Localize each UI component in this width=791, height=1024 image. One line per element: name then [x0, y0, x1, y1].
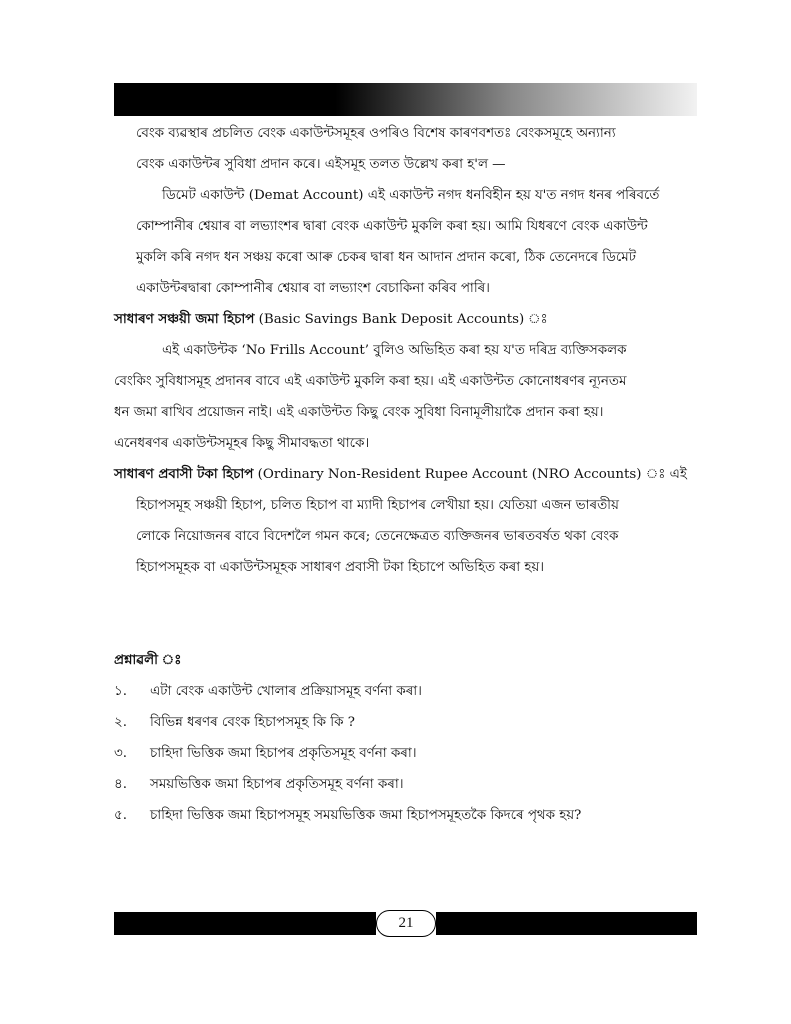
section-spacer [114, 583, 699, 645]
question-item [114, 769, 699, 800]
paragraph-line: কোম্পানীৰ শ্বেয়াৰ বা লভ্যাংশৰ দ্বাৰা বেংক একাউন্ট মুকলি কৰা হয়। আমি যিধৰণে বেংক একাউন্ট [136, 219, 648, 234]
paragraph-line: বেংক একাউন্টৰ সুবিধা প্ৰদান কৰে। এইসমূহ তলত উল্লেখ কৰা হ'ল — [136, 157, 506, 172]
section-heading [114, 459, 699, 490]
footer-bar-right [436, 912, 697, 935]
questions-heading: প্ৰশ্নাৱলী ঃ [114, 652, 182, 668]
paragraph-line: এই একাউন্টক ‘No Frills Account’ বুলিও অভিহিত কৰা হয় য'ত দৰিদ্ৰ ব্যক্তিসকলক [162, 343, 627, 358]
section-heading-bold: সাধাৰণ প্ৰবাসী টকা হিচাপ [114, 466, 254, 482]
paragraph-line: হিচাপসমূহ সঞ্চয়ী হিচাপ, চলিত হিচাপ বা ম্যাদী হিচাপৰ লেখীয়া হয়। যেতিয়া এজন ভাৰতীয় [136, 498, 619, 513]
question-text: বিভিন্ন ধৰণৰ বেংক হিচাপসমূহ কি কি ? [150, 715, 355, 730]
paragraph-line: মুকলি কৰি নগদ ধন সঞ্চয় কৰো আৰু চেকৰ দ্বাৰা ধন আদান প্ৰদান কৰো, ঠিক তেনেদৰে ডিমেট [136, 250, 636, 265]
paragraph-line: হিচাপসমূহক বা একাউন্টসমূহক সাধাৰণ প্ৰবাসী টকা হিচাপে অভিহিত কৰা হয়। [136, 560, 545, 575]
question-number: ১. [114, 684, 127, 699]
question-text: চাহিদা ভিত্তিক জমা হিচাপৰ প্ৰকৃতিসমূহ বৰ্ণনা কৰা। [150, 746, 417, 761]
paragraph-line: বেংকিং সুবিধাসমূহ প্ৰদানৰ বাবে এই একাউন্ট মুকলি কৰা হয়। এই একাউন্টত কোনোধৰণৰ ন্যূনতম [114, 374, 627, 389]
question-item [114, 738, 699, 769]
question-item [114, 707, 699, 738]
question-number: ২. [114, 715, 127, 730]
paragraph-line: এনেধৰণৰ একাউন্টসমূহৰ কিছু সীমাবদ্ধতা থাকে। [114, 436, 370, 451]
question-text: এটা বেংক একাউন্ট খোলাৰ প্ৰক্ৰিয়াসমূহ বৰ্ণনা কৰা। [150, 684, 422, 699]
question-text: চাহিদা ভিত্তিক জমা হিচাপসমূহ সময়ভিত্তিক জমা হিচাপসমূহতকৈ কিদৰে পৃথক হয়? [150, 808, 582, 823]
section-heading-rest: (Basic Savings Bank Deposit Accounts) ঃ [254, 312, 548, 327]
question-number: ৫. [114, 808, 127, 823]
footer [114, 910, 697, 937]
section-heading [114, 304, 699, 335]
question-number: ৩. [114, 746, 127, 761]
section-heading-rest: (Ordinary Non-Resident Rupee Account (NRO Accounts) ঃ এই [253, 467, 687, 482]
question-number: ৪. [114, 777, 127, 792]
paragraph-line: ডিমেট একাউন্ট (Demat Account) এই একাউন্ট নগদ ধনবিহীন হয় য'ত নগদ ধনৰ পৰিবৰ্তে [162, 188, 660, 203]
question-text: সময়ভিত্তিক জমা হিচাপৰ প্ৰকৃতিসমূহ বৰ্ণনা কৰা। [150, 777, 404, 792]
paragraph-line: ধন জমা ৰাখিব প্ৰয়োজন নাই। এই একাউন্টত কিছু বেংক সুবিধা বিনামূলীয়াকৈ প্ৰদান কৰা হয়। [114, 405, 604, 420]
header-gradient-bar [114, 83, 697, 116]
page-content [114, 118, 699, 831]
section-heading-bold: সাধাৰণ সঞ্চয়ী জমা হিচাপ [114, 311, 255, 327]
footer-bar-left [114, 912, 376, 935]
page-number: 21 [376, 910, 436, 937]
paragraph-line: বেংক ব্যৱস্থাৰ প্ৰচলিত বেংক একাউন্টসমূহৰ ওপৰিও বিশেষ কাৰণবশতঃ বেংকসমূহে অন্যান্য [136, 126, 616, 141]
question-item [114, 800, 699, 831]
question-item [114, 676, 699, 707]
paragraph-line: লোকে নিয়োজনৰ বাবে বিদেশলৈ গমন কৰে; তেনেক্ষেত্ৰত ব্যক্তিজনৰ ভাৰতবৰ্ষত থকা বেংক [136, 529, 619, 544]
paragraph-line: একাউন্টৰদ্বাৰা কোম্পানীৰ শ্বেয়াৰ বা লভ্যাংশ বেচাকিনা কৰিব পাৰি। [136, 281, 490, 296]
